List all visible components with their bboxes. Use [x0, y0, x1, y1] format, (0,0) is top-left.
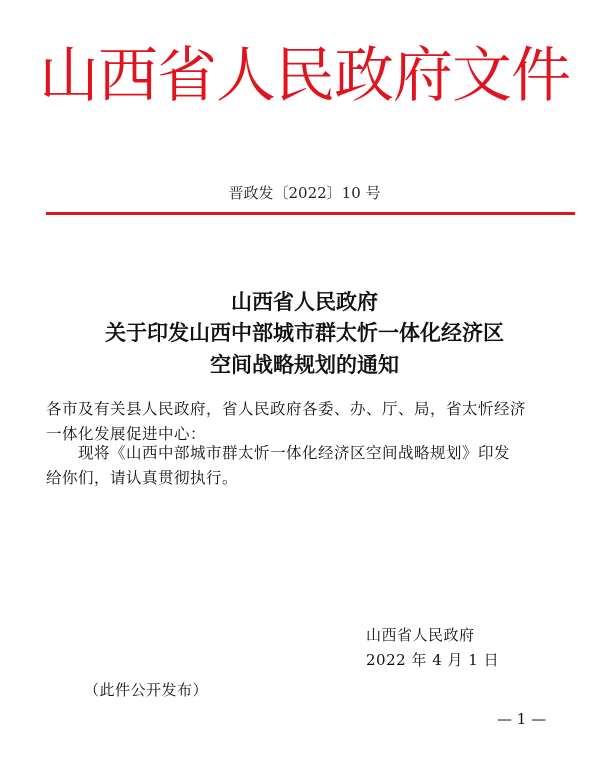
- recipients-line-1: 各市及有关县人民政府，省人民政府各委、办、厅、局，省太忻经济: [46, 400, 527, 418]
- page-number: — 1 —: [497, 710, 547, 728]
- issue-date: 2022 年 4 月 1 日: [366, 651, 500, 669]
- red-divider-line: [46, 212, 575, 215]
- notice-title-line-2: 关于印发山西中部城市群太忻一体化经济区: [105, 320, 504, 345]
- publication-note: （此件公开发布）: [84, 681, 209, 699]
- notice-title-line-1: 山西省人民政府: [231, 289, 378, 314]
- content-line-2: 给你们，请认真贯彻执行。: [46, 469, 239, 487]
- issuer-signature: 山西省人民政府: [366, 626, 475, 644]
- content-line-1: 现将《山西中部城市群太忻一体化经济区空间战略规划》印发: [78, 444, 511, 462]
- masthead-title: 山西省人民政府文件: [39, 41, 570, 111]
- notice-title-line-3: 空间战略规划的通知: [210, 352, 399, 377]
- document-number: 晋政发〔2022〕10 号: [228, 184, 381, 202]
- recipients-line-2: 一体化发展促进中心：: [46, 425, 207, 443]
